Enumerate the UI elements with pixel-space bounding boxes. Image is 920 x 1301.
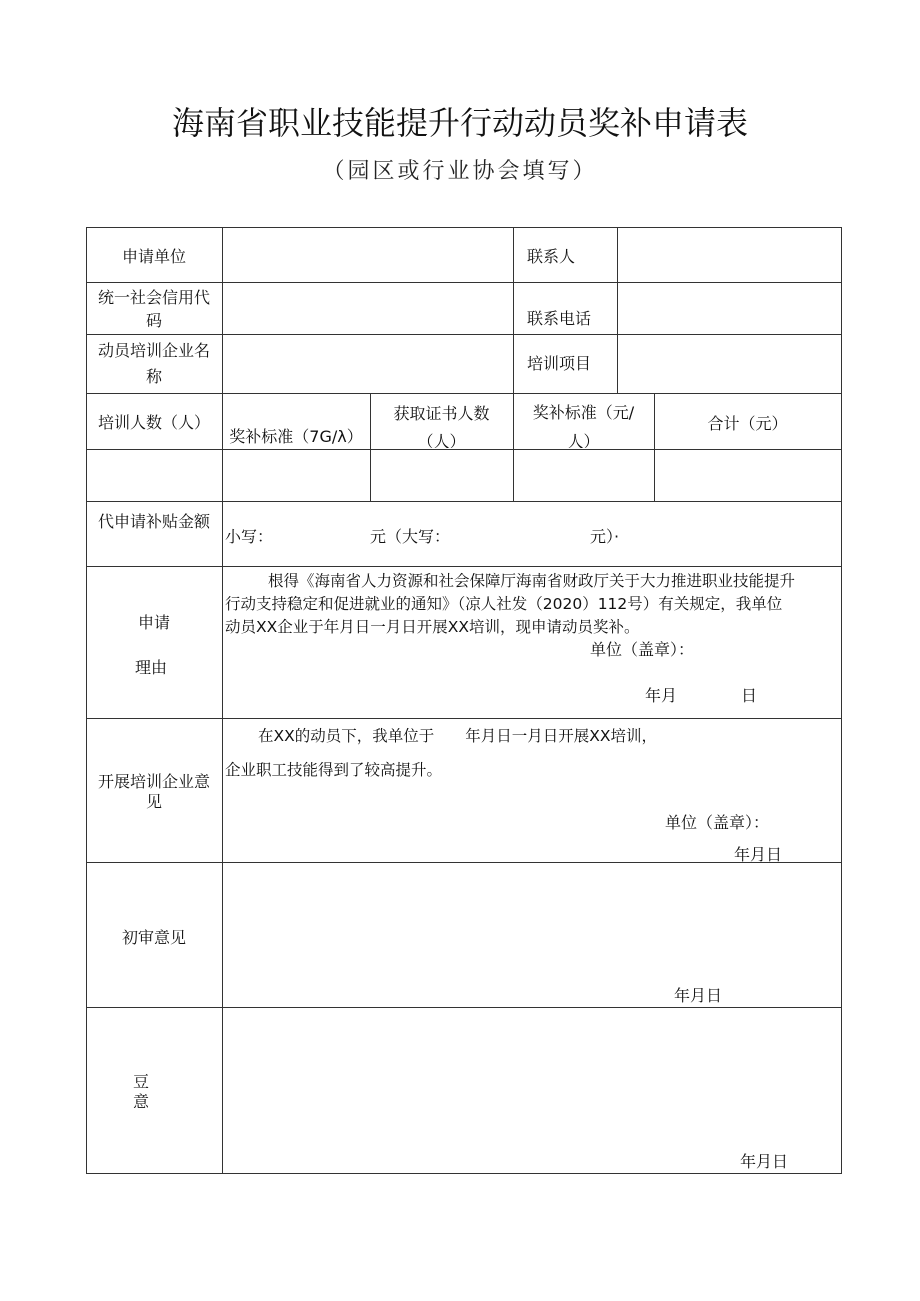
credit-code-label: 统一社会信用代 xyxy=(97,288,210,307)
preliminary-review-field[interactable] xyxy=(223,864,841,1007)
amount-close-label: 元）· xyxy=(590,527,620,546)
final-review-label: 豆 xyxy=(133,1072,150,1091)
reason-text-line-2: 行动支持稳定和促进就业的通知》（凉人社发（2020）112号）有关规定，我单位 xyxy=(225,595,783,613)
column-line xyxy=(513,227,514,393)
contact-phone-field[interactable] xyxy=(618,283,841,334)
preliminary-review-label: 初审意见 xyxy=(121,928,186,947)
contact-phone-label: 联系电话 xyxy=(527,309,592,328)
row-line xyxy=(86,393,842,394)
table-border-bottom xyxy=(86,1173,842,1174)
reason-text-line-1: 根得《海南省人力资源和社会保障厅海南省财政厅关于大力推进职业技能提升 xyxy=(268,572,796,590)
applicant-unit-field[interactable] xyxy=(222,228,513,282)
training-project-field[interactable] xyxy=(618,335,841,393)
subsidy-per-person-header: 奖补标准（元/ xyxy=(532,403,635,422)
company-seal-label: 单位（盖章）： xyxy=(665,813,770,832)
reason-label: 申请 xyxy=(137,613,170,632)
amount-small-label: 小写： xyxy=(225,527,274,546)
subsidy-standard-field[interactable] xyxy=(223,450,370,501)
row-line xyxy=(86,718,842,719)
final-review-label-cont: 意 xyxy=(133,1092,150,1111)
reason-text-line-3: 动员XX企业于年月日一月日开展XX培训，现申请动员奖补。 xyxy=(225,618,640,636)
reason-label-cont: 理由 xyxy=(134,658,167,677)
company-opinion-text-line-2: 企业职工技能得到了较高提升。 xyxy=(225,761,443,779)
cert-count-field[interactable] xyxy=(371,450,513,501)
amount-big-label: 元（大写： xyxy=(370,527,451,546)
reason-date: 年月 日 xyxy=(645,686,758,705)
contact-person-label: 联系人 xyxy=(527,247,576,266)
company-opinion-text-line-1: 在XX的动员下，我单位于 年月日一月日开展XX培训， xyxy=(258,727,657,745)
trainee-count-header: 培训人数（人） xyxy=(97,413,210,432)
row-line xyxy=(86,862,842,863)
training-project-label: 培训项目 xyxy=(527,354,592,373)
row-line xyxy=(86,501,842,502)
training-company-label: 动员培训企业名 xyxy=(97,341,210,360)
subsidy-per-person-header-cont: 人） xyxy=(567,432,600,448)
total-header: 合计（元） xyxy=(707,414,788,433)
preliminary-review-date: 年月日 xyxy=(674,986,723,1005)
total-field[interactable] xyxy=(655,450,841,501)
applicant-unit-label: 申请单位 xyxy=(121,247,186,266)
page-title: 海南省职业技能提升行动动员奖补申请表 xyxy=(171,104,748,142)
page-subtitle: （园区或行业协会填写） xyxy=(322,159,598,184)
trainee-count-field[interactable] xyxy=(87,450,222,501)
amount-label: 代申请补贴金额 xyxy=(97,512,210,531)
contact-person-field[interactable] xyxy=(618,228,841,282)
company-date: 年月日 xyxy=(734,845,783,864)
row-line xyxy=(86,1007,842,1008)
company-opinion-label: 开展培训企业意 xyxy=(97,772,210,791)
cert-count-header: 获取证书人数 xyxy=(393,404,490,423)
company-opinion-label-cont: 见 xyxy=(145,792,162,811)
row-line xyxy=(86,566,842,567)
credit-code-field[interactable] xyxy=(222,283,513,334)
table-border-right xyxy=(841,227,842,1174)
credit-code-label-cont: 码 xyxy=(145,311,162,330)
subsidy-per-person-field[interactable] xyxy=(514,450,654,501)
subsidy-standard-header: 奖补标准（7G/λ） xyxy=(229,427,363,446)
final-review-field[interactable] xyxy=(223,1009,841,1173)
training-company-label-cont: 称 xyxy=(145,367,162,386)
final-review-date: 年月日 xyxy=(740,1152,789,1171)
training-company-field[interactable] xyxy=(222,335,513,393)
reason-seal-label: 单位（盖章）： xyxy=(590,640,695,659)
cert-count-header-cont: （人） xyxy=(417,432,466,448)
